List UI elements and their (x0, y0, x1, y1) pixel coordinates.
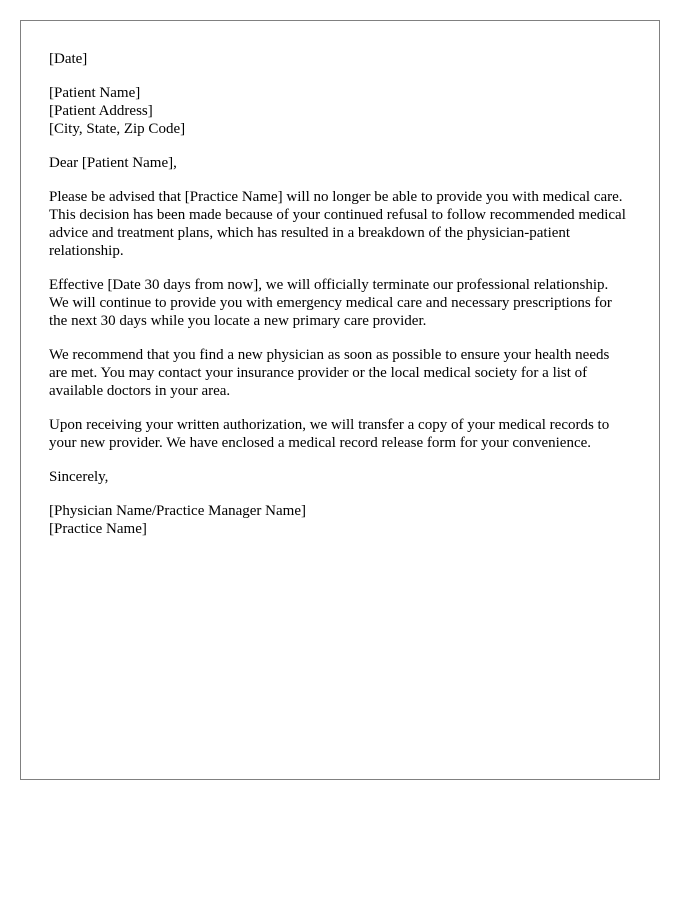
letter-date: [Date] (49, 51, 88, 67)
body-paragraph-3: We recommend that you find a new physician as soon as possible to ensure your health needs are met. You may contact your insurance provider or the local medical society for a list of available doctors in your area. (49, 347, 610, 399)
closing: Sincerely, (49, 469, 109, 485)
recipient-address: [Patient Address] (49, 103, 153, 119)
letter-page (20, 20, 660, 780)
signature-practice: [Practice Name] (49, 521, 147, 537)
recipient-city-state-zip: [City, State, Zip Code] (49, 121, 186, 137)
signature-block (49, 502, 631, 538)
letter-date-block (49, 50, 631, 68)
body-paragraph-2: Effective [Date 30 days from now], we will officially terminate our professional relationship. We will continue to provide you with emergency medical care and necessary prescriptions for the next 30 days while you locate a new primary care provider. (49, 277, 612, 329)
body-paragraph-1: Please be advised that [Practice Name] will no longer be able to provide you with medical care. This decision has been made because of your continued refusal to follow recommended medical advice and treatment plans, which has resulted in a breakdown of the physician-patient relationship. (49, 189, 626, 259)
body-paragraph-4: Upon receiving your written authorization, we will transfer a copy of your medical records to your new provider. We have enclosed a medical record release form for your convenience. (49, 417, 610, 451)
signature-name: [Physician Name/Practice Manager Name] (49, 503, 306, 519)
recipient-address-block (49, 84, 631, 138)
recipient-name: [Patient Name] (49, 85, 141, 101)
salutation: Dear [Patient Name], (49, 155, 177, 171)
